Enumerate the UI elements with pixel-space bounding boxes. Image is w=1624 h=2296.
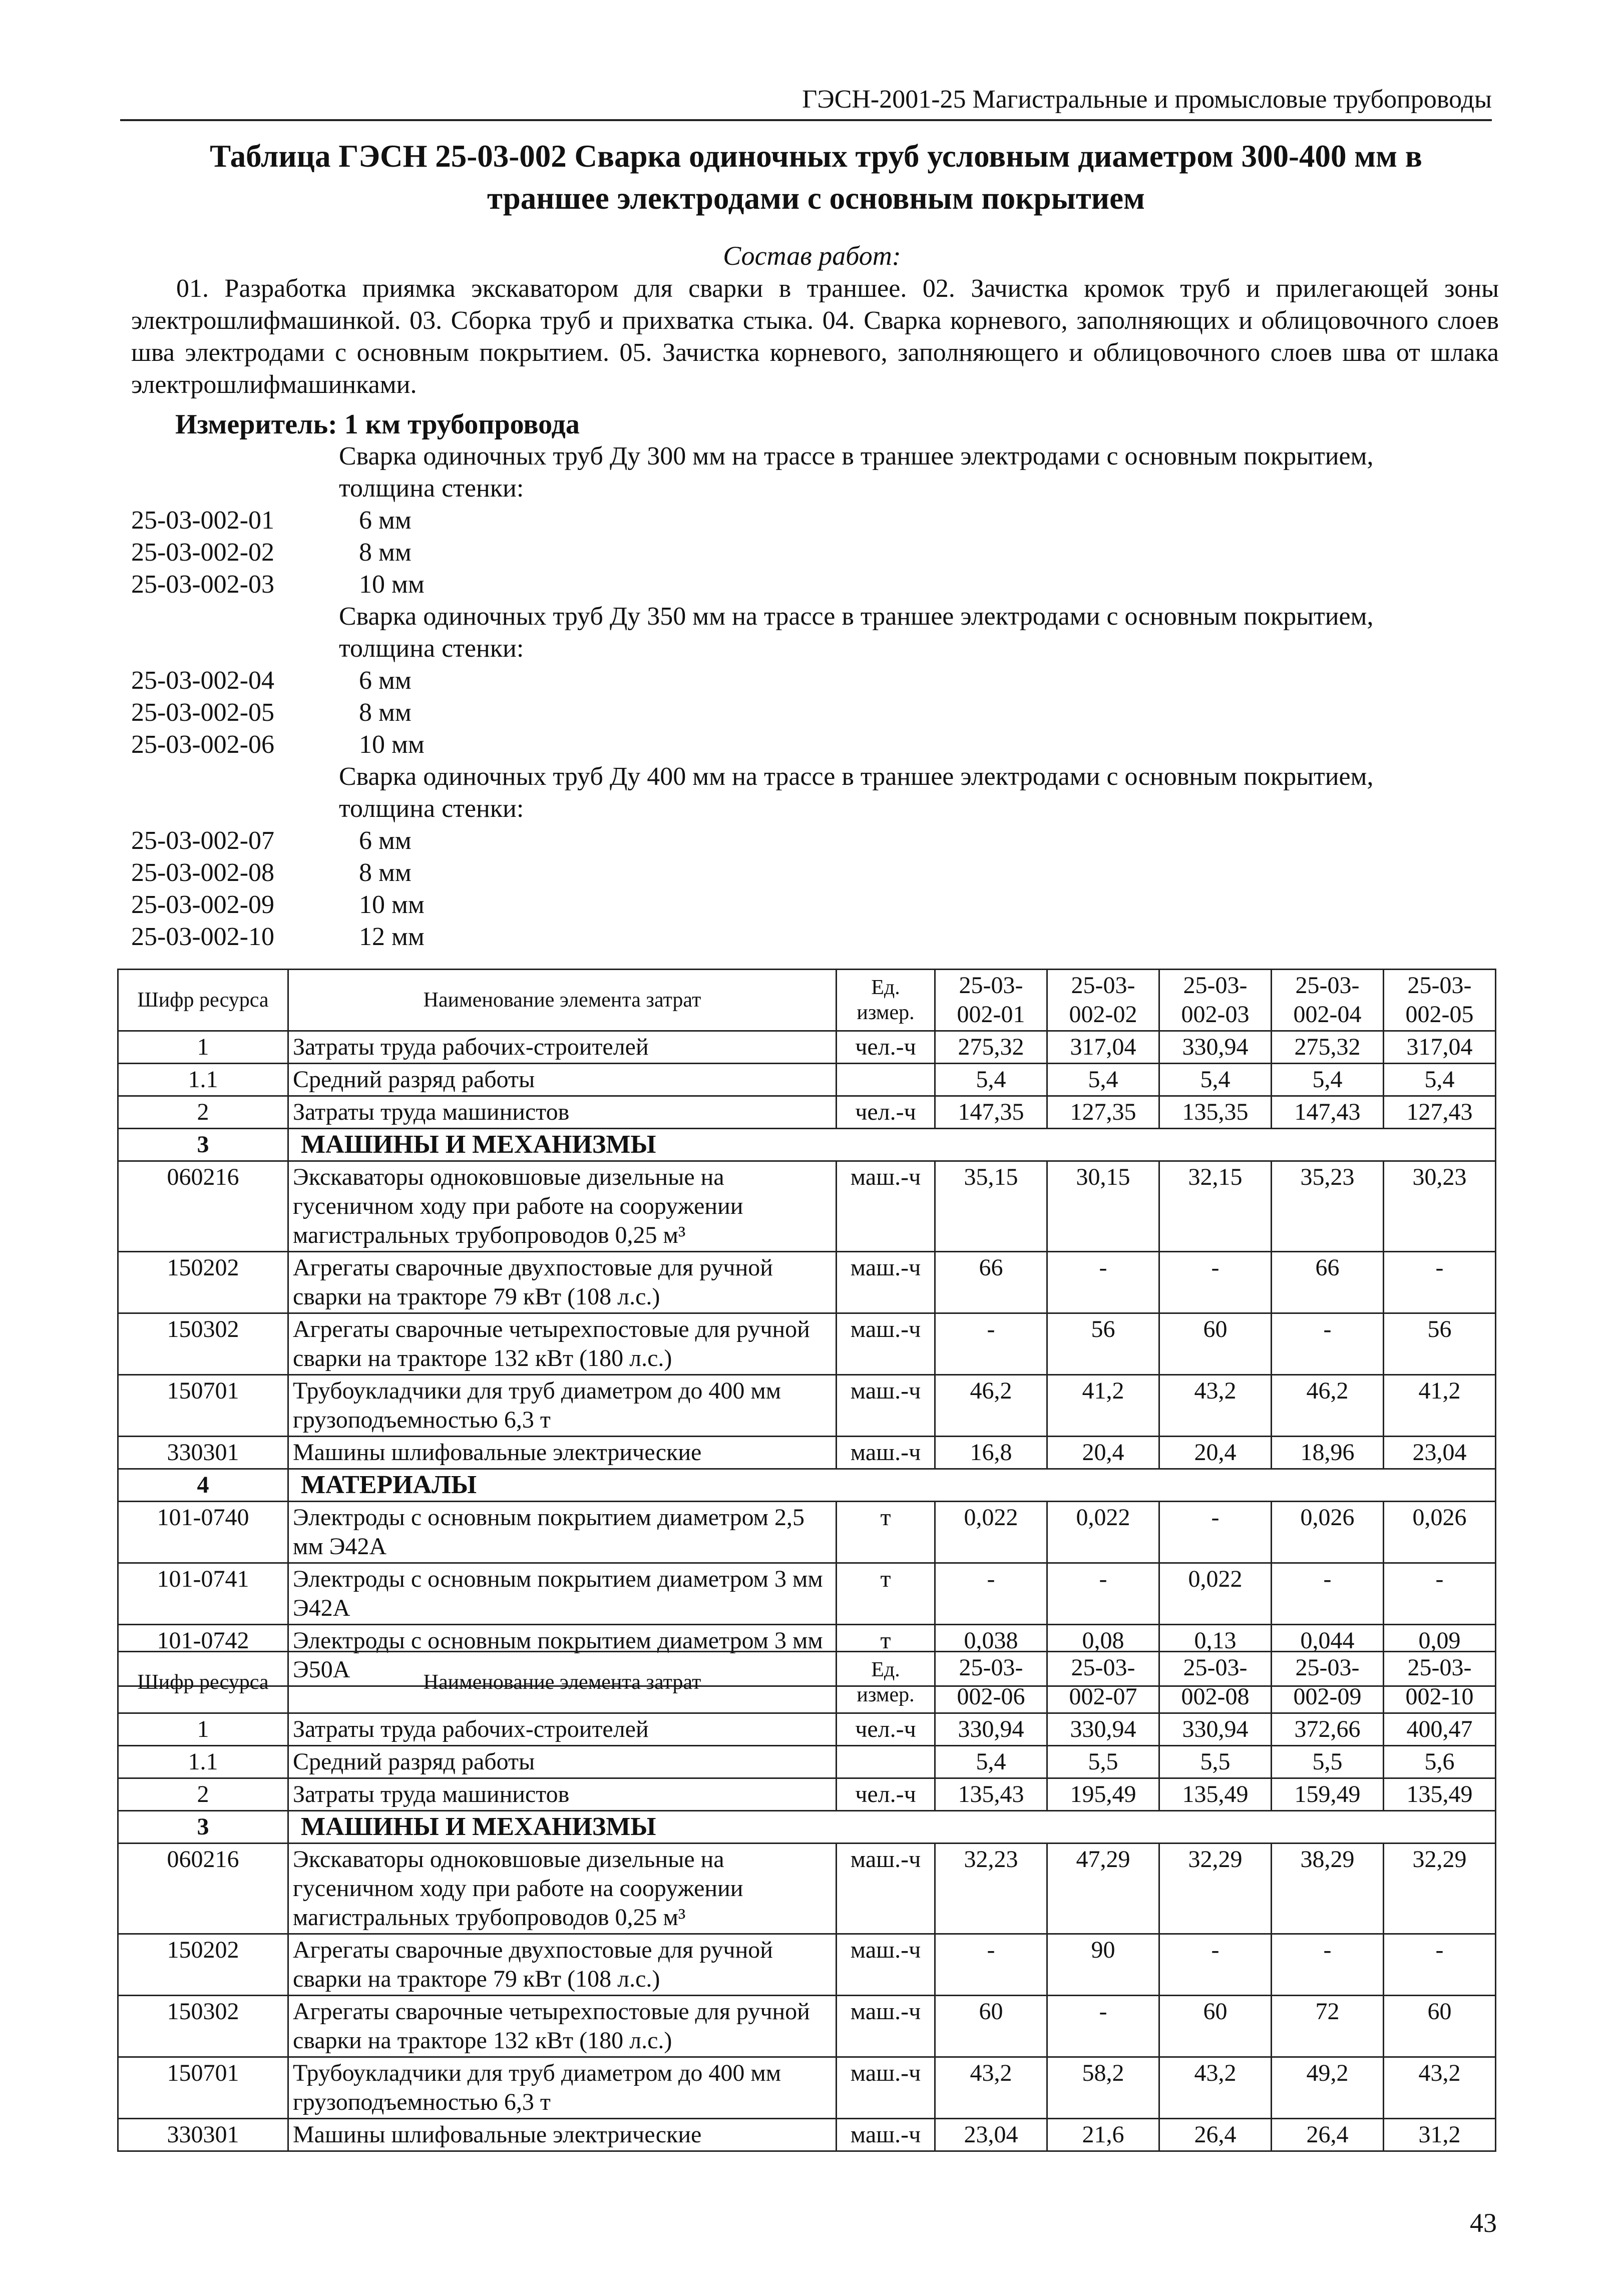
row-code: 3 <box>118 1811 288 1844</box>
row-value: 56 <box>1047 1313 1159 1375</box>
row-unit <box>837 1064 935 1096</box>
row-value: 5,5 <box>1272 1746 1384 1778</box>
row-name: Агрегаты сварочные четырехпостовые для ручной сварки на тракторе 132 кВт (180 л.с.) <box>288 1313 837 1375</box>
row-value: - <box>1384 1252 1496 1313</box>
norm-item <box>131 569 1503 601</box>
norm-code: 25-03-002-07 <box>131 826 274 855</box>
row-value: 23,04 <box>935 2119 1047 2151</box>
row-name: Затраты труда рабочих-строителей <box>288 1713 837 1746</box>
row-unit: маш.-ч <box>837 1375 935 1437</box>
row-code: 1 <box>118 1031 288 1064</box>
norm-code: 25-03-002-05 <box>131 698 274 727</box>
row-value: - <box>1272 1934 1384 1996</box>
row-code: 150202 <box>118 1934 288 1996</box>
table-row <box>118 1934 1496 1996</box>
norm-item <box>131 889 1503 921</box>
row-value: 0,022 <box>935 1502 1047 1563</box>
row-value: 26,4 <box>1159 2119 1272 2151</box>
header-norm-code: 25-03-002-05 <box>1384 970 1496 1031</box>
row-value: 58,2 <box>1047 2057 1159 2119</box>
norm-code: 25-03-002-02 <box>131 538 274 567</box>
row-value: 0,022 <box>1159 1563 1272 1625</box>
row-unit: маш.-ч <box>837 1313 935 1375</box>
row-value: 46,2 <box>935 1375 1047 1437</box>
norm-thickness: 10 мм <box>359 570 425 599</box>
row-value: - <box>1159 1252 1272 1313</box>
header-code: Шифр ресурса <box>118 1652 288 1713</box>
row-code: 2 <box>118 1778 288 1811</box>
row-code: 4 <box>118 1469 288 1502</box>
header-unit: Ед. измер. <box>837 970 935 1031</box>
table-row <box>118 1252 1496 1313</box>
row-unit: чел.-ч <box>837 1096 935 1129</box>
row-value: 0,044 <box>1272 1625 1384 1686</box>
row-value: 60 <box>935 1996 1047 2057</box>
row-value: 20,4 <box>1047 1437 1159 1469</box>
section-row <box>118 1811 1496 1844</box>
row-unit: т <box>837 1502 935 1563</box>
row-value: 0,038 <box>935 1625 1047 1686</box>
row-value: 147,43 <box>1272 1096 1384 1129</box>
row-value: 330,94 <box>935 1713 1047 1746</box>
norm-thickness: 6 мм <box>359 506 412 535</box>
running-header: ГЭСН-2001-25 Магистральные и промысловые трубопроводы <box>120 80 1492 121</box>
row-value: - <box>1384 1934 1496 1996</box>
page-number: 43 <box>1470 2208 1497 2238</box>
norm-item <box>131 665 1503 697</box>
row-value: - <box>1047 1996 1159 2057</box>
row-name: Экскаваторы одноковшовые дизельные на гусеничном ходу при работе на сооружении магистральных трубопроводов 0,25 м³ <box>288 1844 837 1934</box>
row-value: 30,15 <box>1047 1161 1159 1252</box>
row-value: 0,026 <box>1272 1502 1384 1563</box>
table-row <box>118 1161 1496 1252</box>
row-name: Трубоукладчики для труб диаметром до 400 мм грузоподъемностью 6,3 т <box>288 1375 837 1437</box>
row-value: 31,2 <box>1384 2119 1496 2151</box>
row-code: 3 <box>118 1129 288 1161</box>
header-name: Наименование элемента затрат <box>288 1652 837 1713</box>
row-value: 135,35 <box>1159 1096 1272 1129</box>
norm-thickness: 12 мм <box>359 923 425 951</box>
row-value: 32,29 <box>1384 1844 1496 1934</box>
row-code: 150701 <box>118 2057 288 2119</box>
row-value: 275,32 <box>935 1031 1047 1064</box>
row-name: Затраты труда рабочих-строителей <box>288 1031 837 1064</box>
row-value: 43,2 <box>1384 2057 1496 2119</box>
measurement-unit: Измеритель: 1 км трубопровода <box>175 409 580 440</box>
norm-item <box>131 697 1503 729</box>
header-code: Шифр ресурса <box>118 970 288 1031</box>
row-name: Средний разряд работы <box>288 1746 837 1778</box>
row-value: 30,23 <box>1384 1161 1496 1252</box>
header-name: Наименование элемента затрат <box>288 970 837 1031</box>
table-row <box>118 1064 1496 1096</box>
row-value: 60 <box>1159 1313 1272 1375</box>
row-value: 66 <box>935 1252 1047 1313</box>
row-value: 20,4 <box>1159 1437 1272 1469</box>
row-value: 372,66 <box>1272 1713 1384 1746</box>
resource-table-2 <box>117 1651 1496 2152</box>
table-row <box>118 1375 1496 1437</box>
row-value: 90 <box>1047 1934 1159 1996</box>
works-composition-text: 01. Разработка приямка экскаватором для сварки в траншее. 02. Зачистка кромок труб и прилегающей зоны электрошлифмашинкой. 03. Сборка труб и прихватка стыка. 04. Сварка корневого, заполняющих и облицовочного слоев шва электродами с основным покрытием. 05. Зачистка корневого, заполняющего и облицовочного слоев шва от шлака электрошлифмашинками. <box>131 274 1499 399</box>
table-row <box>118 2057 1496 2119</box>
row-code: 1 <box>118 1713 288 1746</box>
norm-code: 25-03-002-09 <box>131 890 274 919</box>
section-row <box>118 1469 1496 1502</box>
row-value: 5,4 <box>1272 1064 1384 1096</box>
row-value: 66 <box>1272 1252 1384 1313</box>
row-value: 5,4 <box>1047 1064 1159 1096</box>
table-row <box>118 1746 1496 1778</box>
row-value: 18,96 <box>1272 1437 1384 1469</box>
row-value: 0,13 <box>1159 1625 1272 1686</box>
row-unit: маш.-ч <box>837 1996 935 2057</box>
row-code: 1.1 <box>118 1746 288 1778</box>
row-name: Электроды с основным покрытием диаметром 3 мм Э42А <box>288 1563 837 1625</box>
section-row <box>118 1129 1496 1161</box>
row-code: 330301 <box>118 2119 288 2151</box>
table-title-line-1: Таблица ГЭСН 25-03-002 Сварка одиночных труб условным диаметром 300-400 мм в <box>210 139 1422 174</box>
row-value: 400,47 <box>1384 1713 1496 1746</box>
row-code: 150701 <box>118 1375 288 1437</box>
row-value: 0,026 <box>1384 1502 1496 1563</box>
row-code: 101-0742 <box>118 1625 288 1686</box>
table-row <box>118 1313 1496 1375</box>
row-value: 5,4 <box>1159 1064 1272 1096</box>
row-code: 2 <box>118 1096 288 1129</box>
header-unit: Ед. измер. <box>837 1652 935 1713</box>
norm-item <box>131 825 1503 857</box>
row-name: Электроды с основным покрытием диаметром 2,5 мм Э42А <box>288 1502 837 1563</box>
row-value: 60 <box>1384 1996 1496 2057</box>
row-value: 43,2 <box>1159 1375 1272 1437</box>
row-name: Агрегаты сварочные двухпостовые для ручной сварки на тракторе 79 кВт (108 л.с.) <box>288 1252 837 1313</box>
header-norm-code: 25-03-002-06 <box>935 1652 1047 1713</box>
table-row <box>118 1778 1496 1811</box>
norm-code: 25-03-002-01 <box>131 506 274 535</box>
table-row <box>118 1563 1496 1625</box>
row-code: 330301 <box>118 1437 288 1469</box>
row-value: 195,49 <box>1047 1778 1159 1811</box>
row-unit: т <box>837 1563 935 1625</box>
row-value: 32,23 <box>935 1844 1047 1934</box>
row-code: 060216 <box>118 1844 288 1934</box>
row-value: 5,6 <box>1384 1746 1496 1778</box>
row-value: - <box>935 1313 1047 1375</box>
row-code: 1.1 <box>118 1064 288 1096</box>
row-code: 150302 <box>118 1996 288 2057</box>
row-unit: маш.-ч <box>837 1934 935 1996</box>
row-code: 150202 <box>118 1252 288 1313</box>
norm-code: 25-03-002-08 <box>131 858 274 887</box>
row-value: 0,09 <box>1384 1625 1496 1686</box>
row-value: - <box>935 1563 1047 1625</box>
row-value: 43,2 <box>1159 2057 1272 2119</box>
row-value: 5,4 <box>935 1064 1047 1096</box>
resource-table-1 <box>117 969 1496 1687</box>
header-norm-code: 25-03-002-09 <box>1272 1652 1384 1713</box>
row-value: 135,43 <box>935 1778 1047 1811</box>
norm-thickness: 6 мм <box>359 826 412 855</box>
row-value: - <box>935 1934 1047 1996</box>
row-name: Агрегаты сварочные четырехпостовые для ручной сварки на тракторе 132 кВт (180 л.с.) <box>288 1996 837 2057</box>
row-value: 135,49 <box>1159 1778 1272 1811</box>
norm-thickness: 8 мм <box>359 858 412 887</box>
row-value: 317,04 <box>1384 1031 1496 1064</box>
row-value: 0,08 <box>1047 1625 1159 1686</box>
norm-item <box>131 729 1503 761</box>
table-header-row <box>118 1652 1496 1713</box>
row-name: Затраты труда машинистов <box>288 1096 837 1129</box>
row-value: 275,32 <box>1272 1031 1384 1064</box>
norm-thickness: 10 мм <box>359 890 425 919</box>
row-unit: чел.-ч <box>837 1778 935 1811</box>
row-value: 72 <box>1272 1996 1384 2057</box>
section-title: МАШИНЫ И МЕХАНИЗМЫ <box>288 1811 1496 1844</box>
row-name: Электроды с основным покрытием диаметром 3 мм Э50А <box>288 1625 837 1686</box>
norm-code: 25-03-002-04 <box>131 666 274 695</box>
section-title: МАТЕРИАЛЫ <box>288 1469 1496 1502</box>
row-value: 47,29 <box>1047 1844 1159 1934</box>
row-name: Машины шлифовальные электрические <box>288 2119 837 2151</box>
header-norm-code: 25-03-002-02 <box>1047 970 1159 1031</box>
row-name: Трубоукладчики для труб диаметром до 400 мм грузоподъемностью 6,3 т <box>288 2057 837 2119</box>
norm-item <box>131 505 1503 537</box>
norm-group-caption-cont: толщина стенки: <box>339 634 524 663</box>
row-unit <box>837 1746 935 1778</box>
row-value: 16,8 <box>935 1437 1047 1469</box>
header-norm-code: 25-03-002-08 <box>1159 1652 1272 1713</box>
row-value: 0,022 <box>1047 1502 1159 1563</box>
row-value: 38,29 <box>1272 1844 1384 1934</box>
header-norm-code: 25-03-002-01 <box>935 970 1047 1031</box>
row-unit: маш.-ч <box>837 2119 935 2151</box>
table-row <box>118 1996 1496 2057</box>
table-row <box>118 1096 1496 1129</box>
row-unit: маш.-ч <box>837 2057 935 2119</box>
row-value: 32,15 <box>1159 1161 1272 1252</box>
header-norm-code: 25-03-002-10 <box>1384 1652 1496 1713</box>
row-name: Затраты труда машинистов <box>288 1778 837 1811</box>
row-value: 46,2 <box>1272 1375 1384 1437</box>
norm-list <box>131 440 1503 953</box>
row-value: 330,94 <box>1159 1031 1272 1064</box>
row-value: 49,2 <box>1272 2057 1384 2119</box>
row-value: 135,49 <box>1384 1778 1496 1811</box>
row-name: Экскаваторы одноковшовые дизельные на гусеничном ходу при работе на сооружении магистральных трубопроводов 0,25 м³ <box>288 1161 837 1252</box>
row-value: 23,04 <box>1384 1437 1496 1469</box>
row-code: 101-0740 <box>118 1502 288 1563</box>
row-value: 5,4 <box>935 1746 1047 1778</box>
table-row <box>118 1713 1496 1746</box>
norm-thickness: 8 мм <box>359 538 412 567</box>
table-title-line-2: траншее электродами с основным покрытием <box>487 181 1145 216</box>
norm-code: 25-03-002-10 <box>131 923 274 951</box>
row-unit: маш.-ч <box>837 1844 935 1934</box>
composition-heading: Состав работ: <box>723 241 901 271</box>
norm-group-caption: Сварка одиночных труб Ду 400 мм на трассе в траншее электродами с основным покрытием, <box>339 762 1374 791</box>
row-value: 127,43 <box>1384 1096 1496 1129</box>
row-unit: маш.-ч <box>837 1161 935 1252</box>
norm-item <box>131 921 1503 953</box>
row-value: - <box>1047 1563 1159 1625</box>
norm-group-caption-cont: толщина стенки: <box>339 794 524 823</box>
row-unit: т <box>837 1625 935 1686</box>
works-composition <box>131 273 1499 401</box>
row-value: - <box>1384 1563 1496 1625</box>
norm-item <box>131 537 1503 569</box>
row-value: 159,49 <box>1272 1778 1384 1811</box>
row-value: 330,94 <box>1159 1713 1272 1746</box>
row-unit: маш.-ч <box>837 1252 935 1313</box>
row-value: 5,5 <box>1047 1746 1159 1778</box>
norm-item <box>131 857 1503 889</box>
header-norm-code: 25-03-002-04 <box>1272 970 1384 1031</box>
table-title <box>130 135 1502 219</box>
norm-group-caption-cont: толщина стенки: <box>339 474 524 503</box>
norm-thickness: 6 мм <box>359 666 412 695</box>
norm-thickness: 10 мм <box>359 730 425 759</box>
header-norm-code: 25-03-002-07 <box>1047 1652 1159 1713</box>
norm-group-caption: Сварка одиночных труб Ду 300 мм на трассе в траншее электродами с основным покрытием, <box>339 442 1374 471</box>
row-value: 60 <box>1159 1996 1272 2057</box>
row-name: Агрегаты сварочные двухпостовые для ручной сварки на тракторе 79 кВт (108 л.с.) <box>288 1934 837 1996</box>
row-value: 41,2 <box>1047 1375 1159 1437</box>
row-value: 26,4 <box>1272 2119 1384 2151</box>
row-name: Средний разряд работы <box>288 1064 837 1096</box>
row-value: 35,15 <box>935 1161 1047 1252</box>
row-value: 41,2 <box>1384 1375 1496 1437</box>
table-row <box>118 1437 1496 1469</box>
table-row <box>118 1031 1496 1064</box>
row-value: 56 <box>1384 1313 1496 1375</box>
row-value: 317,04 <box>1047 1031 1159 1064</box>
table-row <box>118 2119 1496 2151</box>
row-value: - <box>1047 1252 1159 1313</box>
row-code: 101-0741 <box>118 1563 288 1625</box>
norm-group-caption: Сварка одиночных труб Ду 350 мм на трассе в траншее электродами с основным покрытием, <box>339 602 1374 631</box>
row-value: 21,6 <box>1047 2119 1159 2151</box>
row-value: 147,35 <box>935 1096 1047 1129</box>
section-title: МАШИНЫ И МЕХАНИЗМЫ <box>288 1129 1496 1161</box>
row-value: 330,94 <box>1047 1713 1159 1746</box>
row-unit: чел.-ч <box>837 1713 935 1746</box>
table-row <box>118 1502 1496 1563</box>
table-row <box>118 1844 1496 1934</box>
row-value: - <box>1159 1502 1272 1563</box>
row-name: Машины шлифовальные электрические <box>288 1437 837 1469</box>
header-norm-code: 25-03-002-03 <box>1159 970 1272 1031</box>
norm-thickness: 8 мм <box>359 698 412 727</box>
norm-code: 25-03-002-03 <box>131 570 274 599</box>
row-value: 32,29 <box>1159 1844 1272 1934</box>
row-value: 35,23 <box>1272 1161 1384 1252</box>
row-unit: чел.-ч <box>837 1031 935 1064</box>
table-header-row <box>118 970 1496 1031</box>
row-code: 060216 <box>118 1161 288 1252</box>
row-value: - <box>1272 1313 1384 1375</box>
row-code: 150302 <box>118 1313 288 1375</box>
row-value: 5,5 <box>1159 1746 1272 1778</box>
norm-code: 25-03-002-06 <box>131 730 274 759</box>
row-value: 5,4 <box>1384 1064 1496 1096</box>
row-value: - <box>1159 1934 1272 1996</box>
row-unit: маш.-ч <box>837 1437 935 1469</box>
row-value: - <box>1272 1563 1384 1625</box>
row-value: 43,2 <box>935 2057 1047 2119</box>
row-value: 127,35 <box>1047 1096 1159 1129</box>
